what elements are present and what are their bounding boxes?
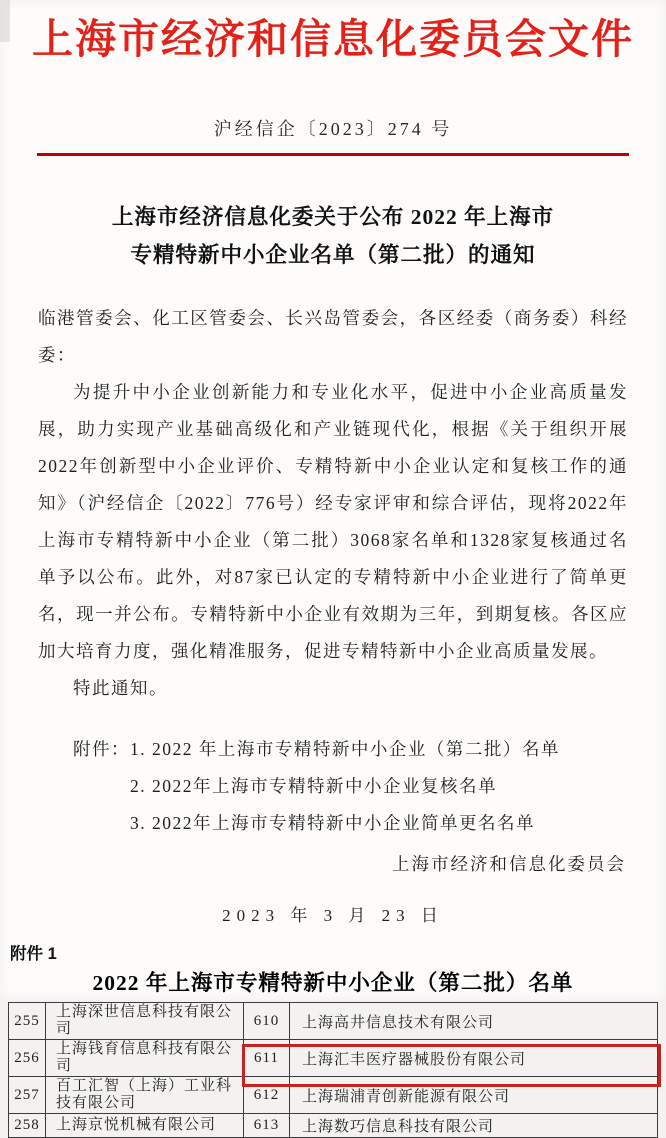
attachment-item: 1. 2022 年上海市专精特新中小企业（第二批）名单 xyxy=(130,739,560,760)
table-row xyxy=(9,1113,657,1137)
row-number-cell: 610 xyxy=(243,1003,289,1039)
row-number-cell: 255 xyxy=(14,1012,40,1029)
company-name-cell: 上海瑞浦青创新能源有限公司 xyxy=(289,1077,657,1113)
company-name-cell: 上海汇丰医疗器械股份有限公司 xyxy=(289,1040,657,1076)
body-paragraph: 为提升中小企业创新能力和专业化水平，促进中小企业高质量发展，助力实现产业基础高级化和产业链现代化，根据《关于组织开展2022年创新型中小企业评价、专精特新中小企业认定和复核工作的通知》（沪经信企〔2022〕776号）经专家评审和综合评估，现将2022年上海市专精特新中小企业（第二批）3068家名单和1328家复核通过名单予以公布。此外，对87家已认定的专精特新中小企业进行了简单更名，现一并公布。专精特新中小企业有效期为三年，到期复核。各区应加大培育力度，强化精准服务，促进专精特新中小企业高质量发展。 xyxy=(38,382,628,662)
company-name-cell: 上海数巧信息科技有限公司 xyxy=(289,1114,657,1137)
document-date: 2023 年 3 月 23 日 xyxy=(222,906,444,926)
company-name-cell: 上海京悦机械有限公司 xyxy=(45,1114,243,1137)
table-row xyxy=(9,1076,657,1113)
addressee-line: 临港管委会、化工区管委会、长兴岛管委会，各区经委（商务委）科经委： xyxy=(38,308,628,366)
document-number: 沪经信企〔2023〕274 号 xyxy=(213,119,453,140)
row-number-cell: 258 xyxy=(14,1117,40,1134)
company-name-cell: 上海深世信息科技有限公司 xyxy=(45,1003,243,1039)
row-number-cell: 257 xyxy=(14,1086,40,1103)
letterhead-title: 上海市经济和信息化委员会文件 xyxy=(32,16,634,62)
attachment-item: 3. 2022年上海市专精特新中小企业简单更名名单 xyxy=(130,813,535,834)
row-number-cell: 613 xyxy=(243,1114,289,1137)
row-number-cell: 256 xyxy=(14,1049,40,1066)
notice-title xyxy=(0,198,666,274)
table-row xyxy=(9,1039,657,1076)
row-number-cell: 612 xyxy=(243,1077,289,1113)
table-title: 2022 年上海市专精特新中小企业（第二批）名单 xyxy=(92,971,574,996)
closing-line: 特此通知。 xyxy=(73,678,168,699)
attachments-label: 附件： xyxy=(73,739,130,760)
red-divider-line xyxy=(37,153,629,156)
notice-title-line2: 专精特新中小企业名单（第二批）的通知 xyxy=(130,243,536,268)
notice-title-line1: 上海市经济信息化委关于公布 2022 年上海市 xyxy=(111,205,555,230)
scan-edge-artifact xyxy=(0,0,10,42)
table-row xyxy=(9,1003,657,1039)
appendix-label: 附件 1 xyxy=(10,945,57,964)
company-name-cell: 上海钱育信息科技有限公司 xyxy=(45,1040,243,1076)
issuing-authority-signature: 上海市经济和信息化委员会 xyxy=(392,854,626,875)
company-name-cell: 上海高井信息技术有限公司 xyxy=(289,1003,657,1039)
attachment-item: 2. 2022年上海市专精特新中小企业复核名单 xyxy=(130,776,497,797)
company-name-cell: 百工汇智（上海）工业科技有限公司 xyxy=(45,1077,243,1113)
company-list-table xyxy=(8,1002,658,1138)
row-number-cell: 611 xyxy=(243,1040,289,1076)
attachments-block xyxy=(38,731,628,842)
